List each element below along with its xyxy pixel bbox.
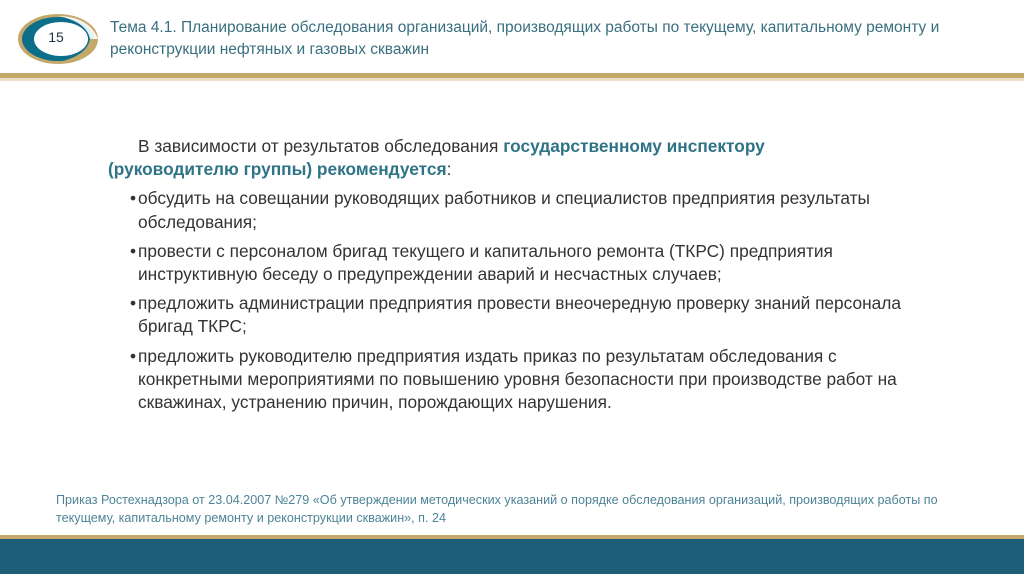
header-divider-light — [0, 78, 1024, 81]
slide-header — [0, 0, 1024, 74]
bullet-icon: • — [130, 293, 137, 314]
source-footnote: Приказ Ростехнадзора от 23.04.2007 №279 «Об утверждении методических указаний о порядке обследования организаций, производящих работы по текущему, капитальному ремонту и реконструкции скважин», п. 24 — [56, 493, 938, 525]
list-item-text: предложить администрации предприятия провести внеочередную проверку знаний персонала бригад ТКРС; — [138, 293, 901, 337]
list-item — [108, 292, 928, 338]
intro-highlight-2: (руководителю группы) рекомендуется — [108, 159, 447, 180]
list-item — [108, 345, 928, 415]
list-item-text: провести с персоналом бригад текущего и капитального ремонта (ТКРС) предприятия инструктивную беседу о предупреждении аварий и несчастных случаев; — [138, 240, 833, 285]
intro-colon: : — [446, 159, 452, 180]
list-item — [108, 240, 928, 286]
slide-title: Тема 4.1. Планирование обследования организаций, производящих работы по текущему, капитальному ремонту и реконструкции нефтяных и газовых скважин — [110, 19, 940, 58]
slide-body — [108, 135, 928, 420]
list-item — [108, 187, 928, 233]
bullet-icon: • — [130, 240, 137, 261]
bullet-icon: • — [130, 345, 137, 366]
intro-highlight-1: государственному инспектору — [503, 136, 765, 156]
intro-text: В зависимости от результатов обследования — [138, 136, 504, 156]
list-item-text: предложить руководителю предприятия издать приказ по результатам обследования с конкретными мероприятиями по повышению уровня безопасности при производстве работ на скважинах, устранению причин, порождающих нарушения. — [138, 345, 897, 413]
list-item-text: обсудить на совещании руководящих работников и специалистов предприятия результаты обследования; — [138, 188, 870, 232]
slide-number: 15 — [48, 29, 64, 45]
bullet-icon: • — [130, 188, 137, 209]
footer-bar — [0, 539, 1024, 574]
intro-paragraph — [108, 135, 928, 181]
